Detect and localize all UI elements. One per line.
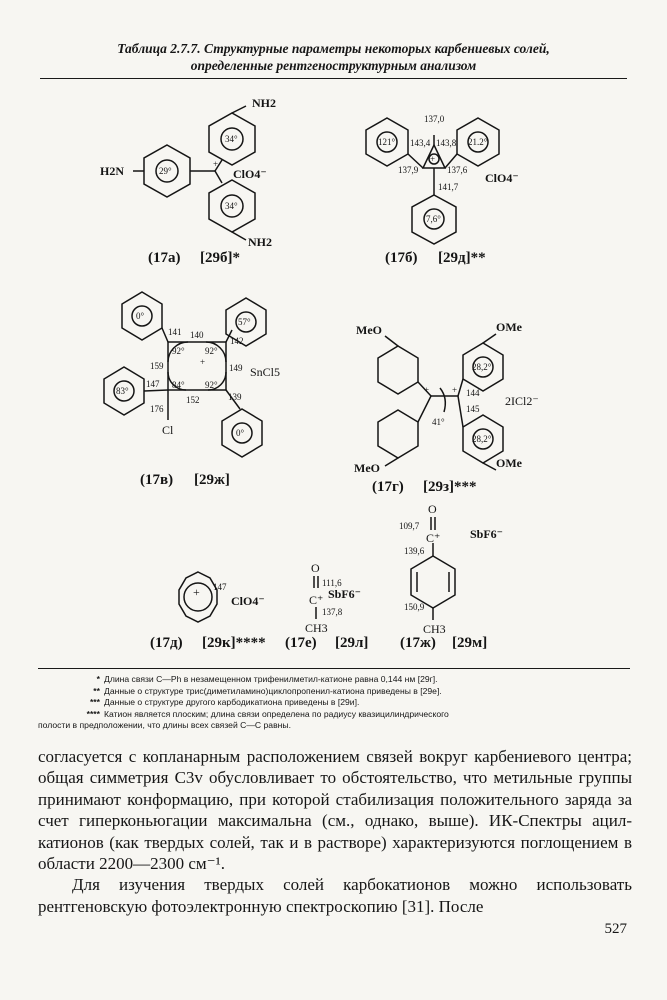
s17v-inner-angle-3: 84°: [172, 380, 185, 390]
s17d-ref: [29к]****: [202, 635, 266, 651]
s17g-plus-2: +: [452, 385, 458, 395]
s17b-bond-6: 141,7: [438, 182, 459, 192]
s17v-bond-7: 152: [186, 395, 200, 405]
s17a-ref: [29б]*: [200, 250, 240, 266]
s17v-bond-9: 176: [150, 404, 164, 414]
s17g-anion: 2ICl2⁻: [505, 394, 539, 408]
s17b-bond-5: 137,6: [447, 165, 468, 175]
s17v-angle-1: 0°: [136, 311, 145, 321]
s17v-bond-6: 147: [146, 379, 160, 389]
s17b-bond-4: 137,9: [398, 165, 419, 175]
s17v-bond-3: 142: [230, 336, 244, 346]
s17v-halogen: Cl: [162, 423, 174, 437]
s17g-plus-1: +: [424, 385, 430, 395]
s17b-label: (17б): [385, 250, 418, 266]
s17b-angle-1: 121°: [378, 137, 396, 147]
s17v-angle-3: 83°: [116, 386, 129, 396]
s17g-bond-2: 145: [466, 404, 480, 414]
footnote-3: *** Данные о структуре другого карбодикатиона приведены в [29и].: [89, 697, 360, 707]
s17b-angle-3: 7,6°: [426, 214, 441, 224]
s17v-bond-2: 140: [190, 330, 204, 340]
s17g-torsion: 41°: [432, 417, 445, 427]
s17zh-bond-2: 139,6: [404, 546, 425, 556]
paragraph-2: Для изучения твердых солей карбокатионов можно использовать рентгеновскую фотоэлектронную спектроскопию [31]. После: [38, 875, 632, 916]
s17e-anion: SbF6⁻: [328, 587, 362, 601]
s17e-atom-o: O: [311, 561, 320, 575]
s17zh-ref: [29м]: [452, 635, 488, 651]
s17e-label: (17е): [285, 635, 317, 651]
s17g-angle-2: 28,2°: [472, 434, 492, 444]
s17b-bond-1: 137,0: [424, 114, 445, 124]
s17g-angle-1: 28,2°: [472, 362, 492, 372]
s17v-plus: +: [200, 357, 206, 367]
s17e-ref: [29л]: [335, 635, 369, 651]
s17v-bond-8: 139: [228, 392, 242, 402]
s17b-anion: ClO4⁻: [485, 171, 519, 185]
footnote-rule: [38, 668, 630, 669]
s17zh-bond-3: 150,9: [404, 602, 425, 612]
footnote-4: **** Катион является плоским; длина связи определена по радиусу квазицилиндрического: [86, 708, 449, 719]
page-number: 527: [604, 921, 627, 937]
footnote-2: ** Данные о структуре трис(диметиламино)циклопропенил-катиона приведены в [29е].: [93, 685, 442, 696]
s17zh-label: (17ж): [400, 635, 436, 651]
s17v-angle-4: 0°: [236, 428, 245, 438]
s17g-bond-1: 144: [466, 388, 480, 398]
s17e-atom-ch3: CH3: [305, 621, 328, 635]
caption-line-1: Таблица 2.7.7. Структурные параметры некоторых карбениевых солей,: [117, 41, 550, 56]
s17g-ref: [29з]***: [423, 479, 477, 495]
s17e-bond-1: 111,6: [322, 578, 342, 588]
structure-17g: [378, 334, 503, 470]
paragraph-1: согласуется с копланарным расположением связей вокруг карбениевого центра; общая симметрия C3v обусловливает то обстоятельство, что метильные группы принимают конформацию, при которой стабилизация положительного заряда за счет гиперконьюгации максимальна (см., однако, выше). ИК-Спектры ацил-катионов (как твердых солей, так и в растворе) характеризуются поглощением в области 2200—2300 см⁻¹.: [38, 747, 632, 874]
s17zh-bond-1: 109,7: [399, 521, 420, 531]
s17b-bond-3: 143,8: [436, 138, 457, 148]
s17v-inner-angle-4: 92°: [205, 380, 218, 390]
s17a-group-2: H2N: [100, 164, 124, 178]
s17a-label: (17а): [148, 250, 181, 266]
s17e-atom-c: C⁺: [309, 593, 324, 607]
s17zh-anion: SbF6⁻: [470, 527, 504, 541]
s17v-angle-2: 57°: [238, 317, 251, 327]
s17g-label: (17г): [372, 479, 404, 495]
s17zh-atom-c: C⁺: [426, 531, 441, 545]
s17v-bond-1: 141: [168, 327, 182, 337]
s17v-bond-4: 159: [150, 361, 164, 371]
s17v-ref: [29ж]: [194, 472, 230, 488]
s17v-bond-5: 149: [229, 363, 243, 373]
s17e-bond-2: 137,8: [322, 607, 343, 617]
s17b-bond-2: 143,4: [410, 138, 431, 148]
s17g-group-3: MeO: [354, 461, 380, 475]
s17a-plus: +: [213, 159, 219, 169]
s17g-group-2: OMe: [496, 320, 522, 334]
s17b-plus: +: [430, 154, 436, 164]
s17a-anion: ClO4⁻: [233, 167, 267, 181]
s17a-angle-3: 34°: [225, 201, 238, 211]
s17zh-atom-ch3: CH3: [423, 622, 446, 636]
s17v-inner-angle-1: 92°: [172, 346, 185, 356]
s17a-group-3: NH2: [248, 235, 272, 249]
s17d-bond: 147: [213, 582, 227, 592]
s17a-group-1: NH2: [252, 96, 276, 110]
footnote-1: * Длина связи C—Ph в незамещенном трифенилметил-катионе равна 0,144 нм [29г].: [96, 674, 438, 684]
s17v-inner-angle-2: 92°: [205, 346, 218, 356]
s17b-ref: [29д]**: [438, 250, 486, 266]
caption-line-2: определенные рентгеноструктурным анализом: [190, 58, 477, 73]
s17g-group-1: MeO: [356, 323, 382, 337]
s17v-label: (17в): [140, 472, 174, 488]
footnotes: [38, 674, 630, 732]
s17zh-atom-o: O: [428, 502, 437, 516]
s17a-angle-2: 29°: [159, 166, 172, 176]
s17d-anion: ClO4⁻: [231, 594, 265, 608]
body-text: [38, 746, 632, 917]
s17a-angle-1: 34°: [225, 134, 238, 144]
s17b-angle-2: 21.2°: [468, 137, 488, 147]
s17d-plus: +: [193, 585, 200, 599]
s17g-group-4: OMe: [496, 456, 522, 470]
s17d-label: (17д): [150, 635, 183, 651]
s17v-anion: SnCl5: [250, 365, 281, 379]
footnote-4-continued: полости в предположении, что длины всех связей C—C равны.: [38, 720, 291, 730]
